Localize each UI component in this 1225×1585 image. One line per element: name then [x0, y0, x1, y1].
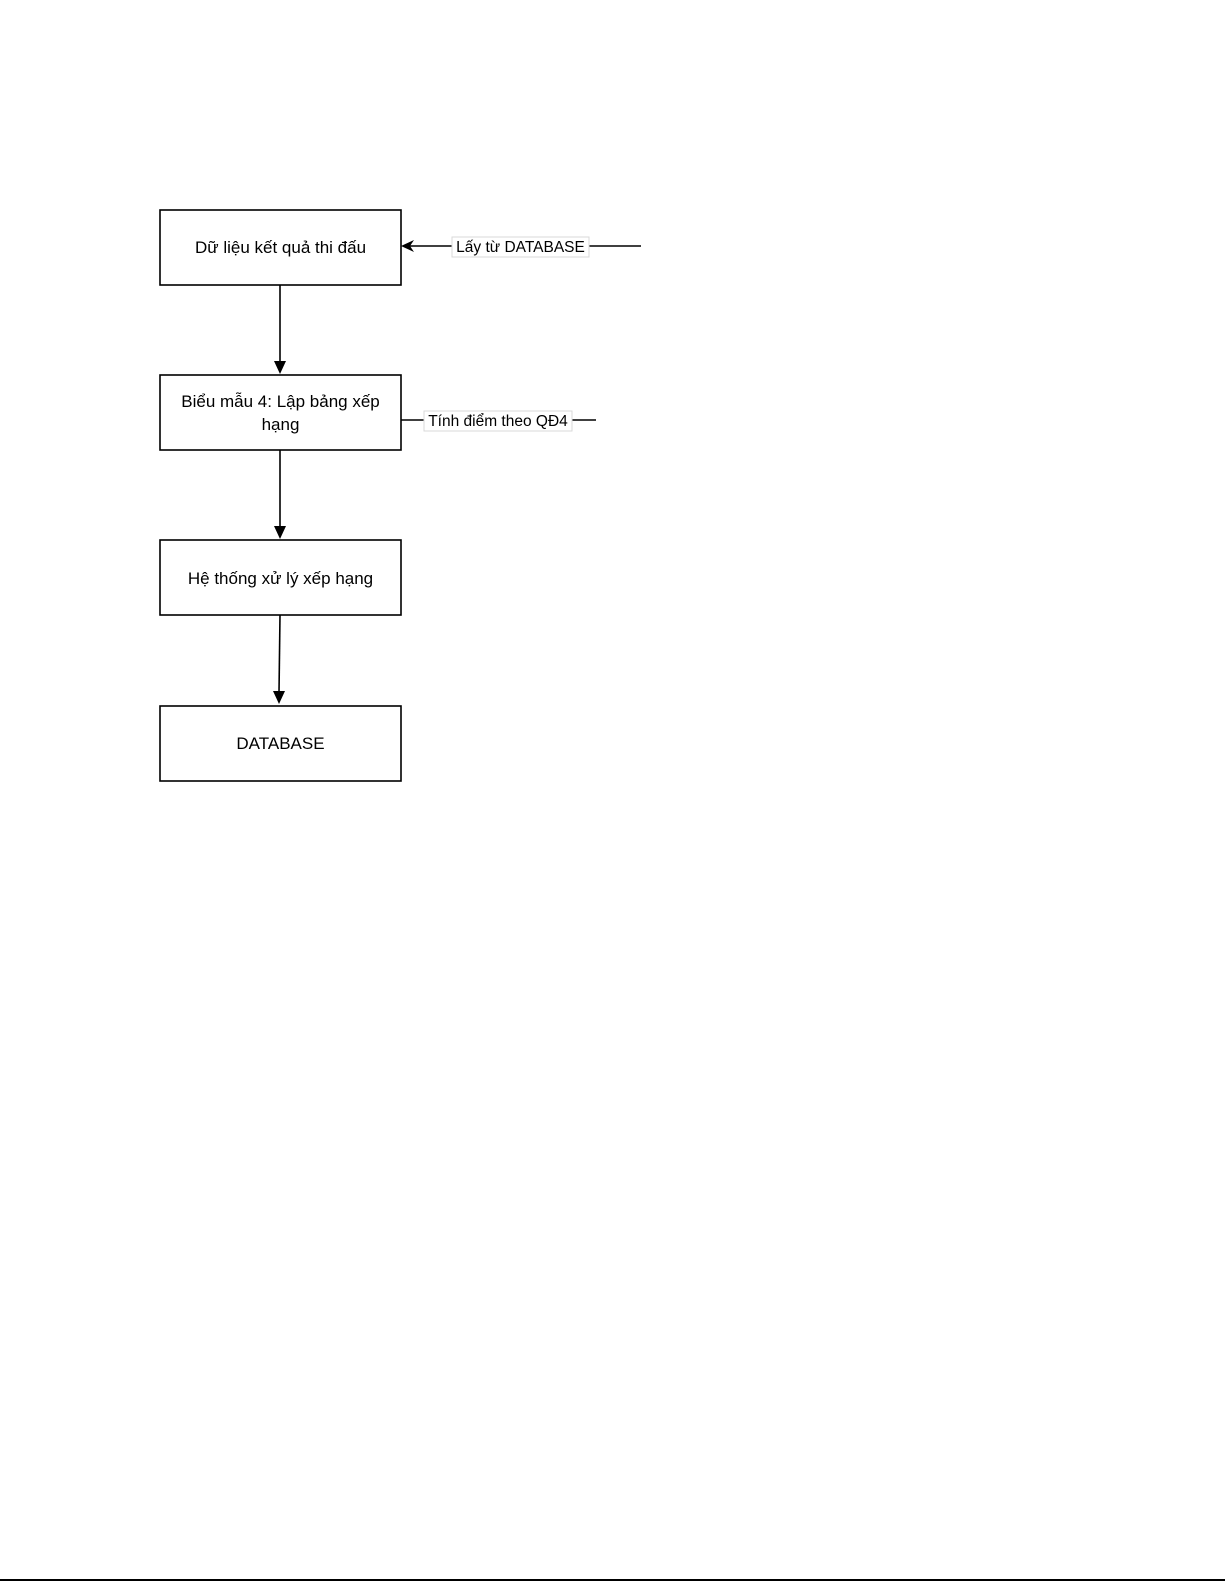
node-form-4-label-line-2: hạng: [261, 415, 300, 434]
node-form-4-label-line-1: Biểu mẫu 4: Lập bảng xếp: [181, 392, 380, 411]
arrowhead-down-form: [274, 361, 286, 374]
node-database: [160, 706, 401, 781]
arrowhead-down-database: [273, 691, 285, 704]
edge-system-to-database: [279, 615, 280, 693]
node-ranking-system-label: Hệ thống xử lý xếp hạng: [187, 569, 374, 588]
node-database-label: DATABASE: [236, 734, 325, 753]
arrowhead-down-system: [274, 526, 286, 539]
node-form-4-box: [160, 375, 401, 450]
node-form-4: [160, 375, 401, 450]
page-bottom-rule: [0, 1579, 1225, 1581]
node-ranking-system: [160, 540, 401, 615]
side-input-label: Lấy từ DATABASE: [456, 239, 585, 256]
scoring-rule-label: Tính điểm theo QĐ4: [428, 413, 568, 430]
node-match-results-label: Dữ liệu kết quả thi đấu: [194, 238, 367, 257]
node-match-results: [160, 210, 401, 285]
